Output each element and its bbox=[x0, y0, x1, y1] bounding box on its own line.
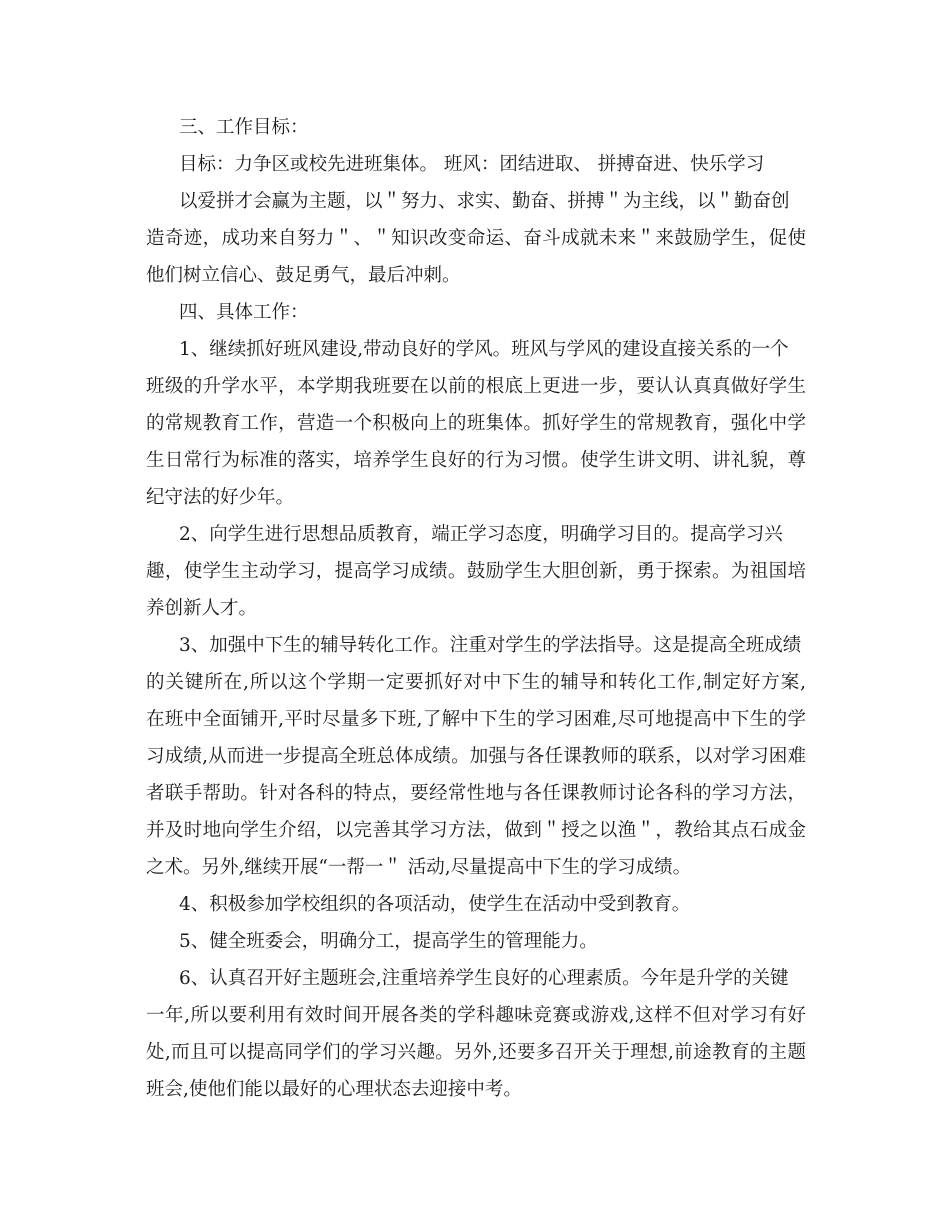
item-3-line: 者联手帮助。针对各科的特点，要经常性地与各任课教师讨论各科的学习方法， bbox=[146, 783, 806, 804]
item-3-line: 3、加强中下生的辅导转化工作。注重对学生的学法指导。这是提高全班成绩 bbox=[179, 635, 802, 656]
item-6-line: 班会,使他们能以最好的心理状态去迎接中考。 bbox=[146, 1079, 522, 1100]
paragraph-line: 以爱拼才会赢为主题，以＂努力、求实、勤奋、拼搏＂为主线，以＂勤奋创 bbox=[179, 191, 790, 212]
item-1-line: 生日常行为标准的落实，培养学生良好的行为习惯。使学生讲文明、讲礼貌，尊 bbox=[146, 450, 806, 471]
item-1-line: 1、继续抓好班风建设,带动良好的学风。班风与学风的建设直接关系的一个 bbox=[179, 339, 789, 360]
item-5-line: 5、健全班委会，明确分工，提高学生的管理能力。 bbox=[179, 931, 598, 952]
paragraph-line: 造奇迹，成功来自努力＂、＂知识改变命运、奋斗成就未来＂来鼓励学生，促使 bbox=[146, 228, 806, 249]
item-2-line: 2、向学生进行思想品质教育，端正学习态度，明确学习目的。提高学习兴 bbox=[179, 524, 783, 545]
item-6-line: 6、认真召开好主题班会,注重培养学生良好的心理素质。今年是升学的关键 bbox=[179, 968, 789, 989]
item-2-line: 养创新人才。 bbox=[146, 598, 258, 619]
item-2-line: 趣，使学生主动学习，提高学习成绩。鼓励学生大胆创新，勇于探索。为祖国培 bbox=[146, 561, 806, 582]
item-1-line: 的常规教育工作，营造一个积极向上的班集体。抓好学生的常规教育，强化中学 bbox=[146, 413, 806, 434]
item-3-line: 在班中全面铺开,平时尽量多下班,了解中下生的学习困难,尽可地提高中下生的学 bbox=[146, 709, 806, 730]
item-3-line: 并及时地向学生介绍，以完善其学习方法，做到＂授之以渔＂，教给其点石成金 bbox=[146, 820, 806, 841]
section-3-heading: 三、工作目标： bbox=[179, 117, 309, 138]
item-3-line: 习成绩,从而进一步提高全班总体成绩。加强与各任课教师的联系，以对学习困难 bbox=[146, 746, 806, 767]
paragraph-line: 他们树立信心、鼓足勇气，最后冲刺。 bbox=[146, 265, 461, 286]
item-4-line: 4、积极参加学校组织的各项活动，使学生在活动中受到教育。 bbox=[179, 894, 691, 915]
item-6-line: 处,而且可以提高同学们的学习兴趣。另外,还要多召开关于理想,前途教育的主题 bbox=[146, 1042, 806, 1063]
section-4-heading: 四、具体工作： bbox=[179, 302, 309, 323]
item-6-line: 一年,所以要利用有效时间开展各类的学科趣味竞赛或游戏,这样不但对学习有好 bbox=[146, 1005, 806, 1026]
item-1-line: 纪守法的好少年。 bbox=[146, 487, 295, 508]
item-3-line: 的关键所在,所以这个学期一定要抓好对中下生的辅导和转化工作,制定好方案, bbox=[146, 672, 806, 693]
item-3-line: 之术。另外,继续开展“一帮一＂ 活动,尽量提高中下生的学习成绩。 bbox=[146, 857, 692, 878]
goal-line: 目标：力争区或校先进班集体。 班风：团结进取、 拼搏奋进、快乐学习 bbox=[179, 154, 765, 175]
item-1-line: 班级的升学水平，本学期我班要在以前的根底上更进一步，要认认真真做好学生 bbox=[146, 376, 806, 397]
